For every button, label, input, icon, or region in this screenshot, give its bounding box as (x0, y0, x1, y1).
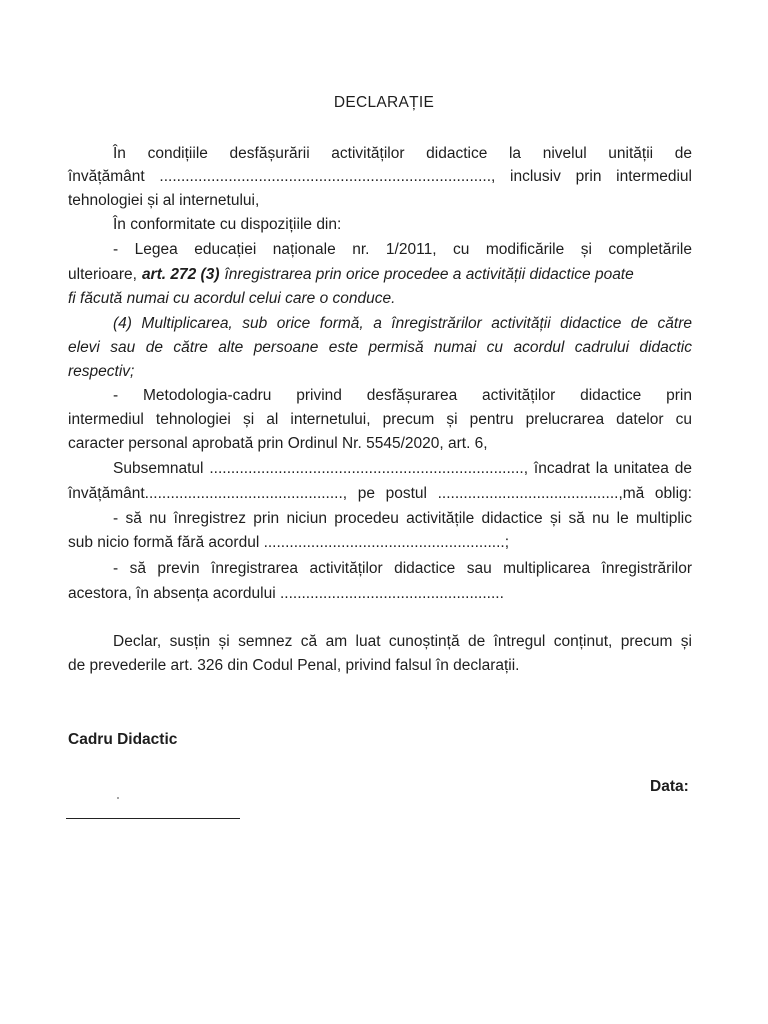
signature-line (66, 818, 240, 819)
text-line: În condițiile desfășurării activităților didactice la nivelul unității de (113, 145, 692, 162)
document-title: DECLARAȚIE (333, 94, 435, 111)
text-fragment: înregistrarea prin orice procedee a activității didactice poate (224, 266, 634, 283)
text-line: învățământ.............................................., pe postul ..........................................,mă oblig: (68, 485, 692, 502)
date-label: Data: (650, 778, 689, 795)
text-line: sub nicio formă fără acordul ........................................................; (68, 534, 510, 551)
text-line: Subsemnatul ........................................................................., încadrat la unitatea de (113, 460, 692, 477)
text-line: acestora, în absența acordului .................................................... (68, 585, 504, 602)
text-line: Declar, susțin și semnez că am luat cunoștință de întregul conținut, precum și (113, 633, 692, 650)
text-line: tehnologiei și al internetului, (68, 192, 260, 209)
text-line-mixed (68, 266, 692, 284)
text-line: caracter personal aprobată prin Ordinul Nr. 5545/2020, art. 6, (68, 435, 488, 452)
article-reference: art. 272 (3) (141, 266, 220, 283)
text-line: fi făcută numai cu acordul celui care o conduce. (68, 290, 396, 307)
text-line: În conformitate cu dispozițiile din: (113, 216, 342, 233)
signature-label: Cadru Didactic (68, 731, 178, 748)
text-line: intermediul tehnologiei și al internetului, precum și pentru prelucrarea datelor cu (68, 411, 692, 428)
text-line: învățământ ............................................................................., inclusiv prin intermediul (68, 168, 692, 185)
text-line: - Legea educației naționale nr. 1/2011, cu modificările și completările (113, 241, 692, 258)
text-line: - să nu înregistrez prin niciun procedeu activitățile didactice și să nu le multiplic (113, 510, 692, 527)
text-line: elevi sau de către alte persoane este permisă numai cu acordul cadrului didactic (68, 339, 692, 356)
text-line: respectiv; (68, 363, 135, 380)
scan-speck (117, 797, 119, 799)
text-line: (4) Multiplicarea, sub orice formă, a înregistrărilor activității didactice de către (113, 315, 692, 332)
text-fragment: ulterioare, (68, 266, 137, 283)
text-line: - să previn înregistrarea activităților didactice sau multiplicarea înregistrărilor (113, 560, 692, 577)
text-line: - Metodologia-cadru privind desfășurarea activităților didactice prin (113, 387, 692, 404)
text-line: de prevederile art. 326 din Codul Penal, privind falsul în declarații. (68, 657, 520, 674)
